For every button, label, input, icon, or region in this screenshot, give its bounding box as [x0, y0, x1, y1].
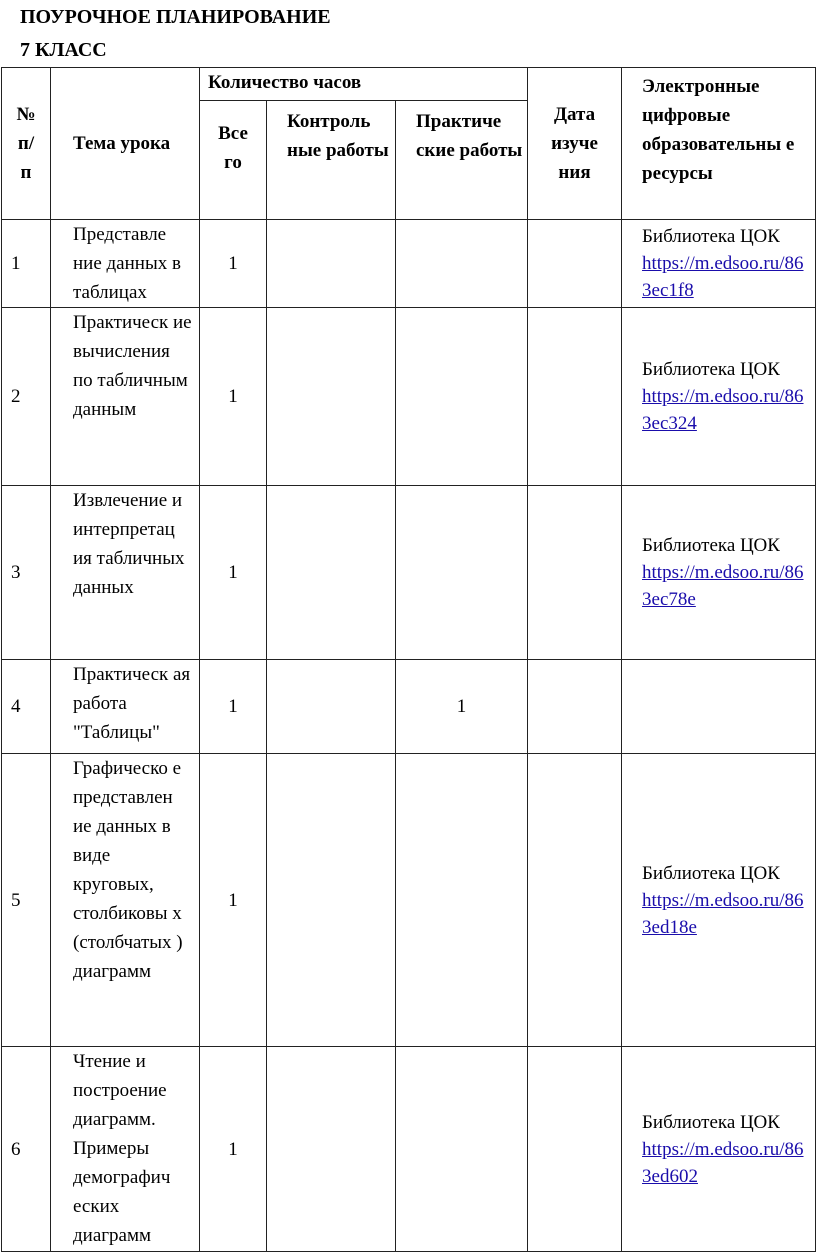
header-num: № п/п [2, 68, 51, 220]
table-row [2, 486, 816, 660]
row-topic: Графическо е представлен ие данных в виде круговых, столбиковы х (столбчатых ) диаграмм [51, 754, 200, 1047]
row-date [528, 754, 622, 1047]
row-practical-works [396, 1047, 528, 1252]
row-control-works [267, 1047, 396, 1252]
row-control-works [267, 220, 396, 308]
row-topic: Чтение и построение диаграмм. Примеры демографич еских диаграмм [51, 1047, 200, 1252]
row-resources [622, 1047, 816, 1252]
row-resources [622, 754, 816, 1047]
row-total-hours: 1 [200, 1047, 267, 1252]
header-hours-group: Количество часов [200, 68, 528, 101]
row-practical-works [396, 486, 528, 660]
header-date: Дата изуче ния [528, 68, 622, 220]
resource-link[interactable]: https://m.edsoo.ru/863ed602 [642, 1138, 804, 1187]
resource-label: Библиотека ЦОК [642, 862, 780, 884]
row-control-works [267, 754, 396, 1047]
row-topic: Практическ ие вычисления по табличным данным [51, 308, 200, 486]
row-date [528, 660, 622, 754]
row-topic: Извлечение и интерпретац ия табличных данных [51, 486, 200, 660]
row-control-works [267, 660, 396, 754]
lesson-plan-table [1, 67, 816, 1252]
header-resources: Электронные цифровые образовательны е ресурсы [622, 68, 816, 220]
row-resources [622, 220, 816, 308]
resource-label: Библиотека ЦОК [642, 535, 780, 556]
row-number: 1 [2, 220, 51, 308]
row-number: 6 [2, 1047, 51, 1252]
row-date [528, 220, 622, 308]
row-date [528, 486, 622, 660]
row-total-hours: 1 [200, 486, 267, 660]
resource-label: Библиотека ЦОК [642, 359, 780, 380]
row-topic: Представле ние данных в таблицах [51, 220, 200, 308]
row-resources [622, 486, 816, 660]
page-title: ПОУРОЧНОЕ ПЛАНИРОВАНИЕ [20, 6, 331, 28]
row-resources [622, 308, 816, 486]
row-control-works [267, 486, 396, 660]
row-date [528, 1047, 622, 1252]
row-number: 3 [2, 486, 51, 660]
row-total-hours: 1 [200, 220, 267, 308]
row-practical-works [396, 308, 528, 486]
row-practical-works [396, 754, 528, 1047]
resource-link[interactable]: https://m.edsoo.ru/863ec1f8 [642, 253, 804, 301]
row-control-works [267, 308, 396, 486]
row-date [528, 308, 622, 486]
row-total-hours: 1 [200, 754, 267, 1047]
resource-label: Библиотека ЦОК [642, 1111, 780, 1133]
table-row [2, 660, 816, 754]
row-number: 2 [2, 308, 51, 486]
table-row [2, 1047, 816, 1252]
row-total-hours: 1 [200, 660, 267, 754]
resource-link[interactable]: https://m.edsoo.ru/863ec324 [642, 386, 804, 434]
row-resources [622, 660, 816, 754]
row-number: 4 [2, 660, 51, 754]
table-row [2, 754, 816, 1047]
row-topic: Практическ ая работа "Таблицы" [51, 660, 200, 754]
page-subtitle: 7 КЛАСС [20, 39, 107, 61]
row-total-hours: 1 [200, 308, 267, 486]
row-practical-works [396, 220, 528, 308]
table-row [2, 308, 816, 486]
header-control: Контроль ные работы [267, 101, 396, 220]
row-practical-works: 1 [396, 660, 528, 754]
header-total: Все го [200, 101, 267, 220]
row-number: 5 [2, 754, 51, 1047]
resource-label: Библиотека ЦОК [642, 226, 780, 247]
resource-link[interactable]: https://m.edsoo.ru/863ed18e [642, 889, 804, 938]
header-practical: Практиче ские работы [396, 101, 528, 220]
header-topic: Тема урока [51, 68, 200, 220]
resource-link[interactable]: https://m.edsoo.ru/863ec78e [642, 562, 804, 610]
table-row [2, 220, 816, 308]
